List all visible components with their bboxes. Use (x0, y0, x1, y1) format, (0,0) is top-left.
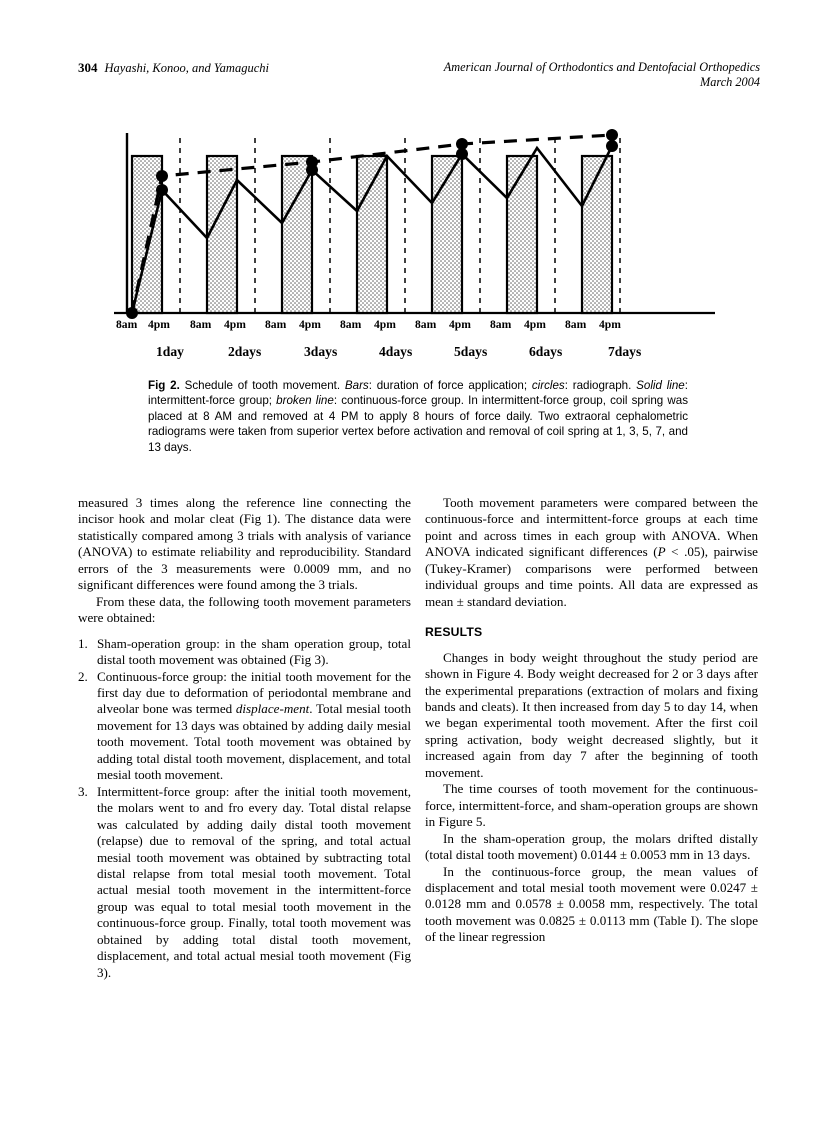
day-separator-lines (180, 138, 620, 313)
figure-2 (78, 118, 760, 368)
time-tick-label: 4pm (374, 318, 396, 331)
caption-em-circles: circles (531, 379, 565, 392)
time-tick-label: 8am (116, 318, 138, 331)
stats-p-symbol: P (657, 544, 666, 560)
paragraph-methods-2: From these data, the following tooth movement parameters were obtained: (78, 593, 411, 626)
figure-label: Fig 2. (148, 379, 180, 392)
list-item-number: 3. (78, 783, 88, 799)
list-item (78, 669, 411, 784)
time-tick-label: 8am (490, 318, 512, 331)
paragraph-results-continuous-group: In the continuous-force group, the mean values of displacement and total mesial tooth movement were 0.0247 ± 0.0128 mm and 0.0578 ± 0.0058 mm, respectively. The total tooth movement was 0.0825 ± 0.0113 mm (Table I). The slope of the linear regression (425, 863, 758, 945)
time-tick-label: 8am (565, 318, 587, 331)
time-tick-label: 4pm (449, 318, 471, 331)
paragraph-methods-1: measured 3 times along the reference line connecting the incisor hook and molar cleat (Fig 1). The distance data were statistically compared among 3 trials with analysis of variance (ANOVA) to estimate reliability and reproducibility. Standard errors of the 3 measurements were 0.0009 mm, and no significant differences were found among the 3 trials. (78, 495, 411, 593)
caption-seg-4: : intermittent-force group; (148, 379, 688, 408)
time-tick-label: 8am (190, 318, 212, 331)
caption-seg-2: : duration of force application; (368, 379, 532, 392)
time-tick-label: 4pm (299, 318, 321, 331)
caption-em-solid-line: Solid line (636, 379, 685, 392)
stats-seg-a: Tooth movement parameters were compared between the continuous-force and intermittent-force groups at each time point and across times in each group with ANOVA. When ANOVA indicated significant differences ( (425, 495, 758, 560)
time-tick-label: 8am (340, 318, 362, 331)
section-heading-results: RESULTS (425, 625, 483, 640)
time-tick-label: 8am (415, 318, 437, 331)
running-head-right (444, 60, 760, 90)
journal-title: American Journal of Orthodontics and Dentofacial Orthopedics (443, 60, 760, 74)
list-item-text: Intermittent-force group: after the initial tooth movement, the molars went to and fro every day. Total distal relapse was calculated by adding daily distal tooth movement (relapse) due to removal of the spring, and total actual mesial tooth movement was obtained by subtracting total distal relapse from total mesial tooth movement. Total actual mesial tooth movement in the intermittent-force group was equal to total mesial tooth movement in the continuous-force group. Finally, total tooth movement was obtained by adding total distal tooth movement, displacement, and total actual mesial tooth movement (Fig 3). (97, 783, 411, 980)
time-tick-label: 4pm (224, 318, 246, 331)
figure-caption (148, 378, 688, 455)
page-number: 304 (78, 60, 98, 75)
list-item-number: 2. (78, 668, 88, 684)
caption-seg-1: Schedule of tooth movement. (184, 379, 345, 392)
list-item (78, 636, 411, 669)
paragraph-results-time-courses: The time courses of tooth movement for the continuous-force, intermittent-force, and sham-operation groups are shown in Figure 5. (425, 781, 758, 830)
caption-seg-3: : radiograph. (564, 379, 637, 392)
time-tick-label: 8am (265, 318, 287, 331)
day-tick-label: 3days (304, 344, 338, 359)
caption-em-bars: Bars (344, 379, 369, 392)
day-tick-label: 5days (454, 344, 488, 359)
tooth-movement-parameters-list (78, 636, 411, 982)
running-head-left (78, 60, 269, 76)
list-item-text-b: . Total mesial tooth movement for 13 days was obtained by adding daily mesial tooth movement. Total tooth movement was obtained by adding total distal tooth movement, displacement, and total mesial tooth movement. (97, 701, 411, 783)
day-tick-label: 4days (379, 344, 413, 359)
list-item (78, 784, 411, 981)
caption-seg-5: : continuous-force group. In intermittent-force group, coil spring was placed at 8 AM and removed at 4 PM to apply 8 hours of force daily. Two extraoral cephalometric radiograms were taken from superior vertex before activation and removal of coil spring at 1, 3, 5, 7, and 13 days. (148, 394, 688, 454)
paragraph-results-body-weight: Changes in body weight throughout the study period are shown in Figure 4. Body weight decreased for 2 or 3 days after the experimental preparations (extraction of molars and fixing bands and cleats). It then increased from day 5 to day 14, when we began experimental tooth movement. After the first coil spring activation, body weight decreased slightly, but it increased again from day 7 after the beginning of tooth movement. (425, 649, 758, 780)
paragraph-results-sham-group: In the sham-operation group, the molars drifted distally (total distal tooth movement) 0.0144 ± 0.0053 mm in 13 days. (425, 830, 758, 863)
day-tick-label: 1day (156, 344, 184, 359)
day-tick-label: 2days (228, 344, 262, 359)
stats-seg-b: < .05), pairwise (Tukey-Kramer) comparisons were performed between individual groups and time points. All data are expressed as mean ± standard deviation. (425, 544, 758, 609)
list-item-number: 1. (78, 635, 88, 651)
day-tick-label: 7days (608, 344, 642, 359)
body-column-left (78, 495, 411, 981)
running-head (78, 60, 760, 94)
list-item-text: Sham-operation group: in the sham operation group, total distal tooth movement was obtained (Fig 3). (97, 635, 411, 668)
caption-em-broken-line: broken line (276, 394, 334, 408)
list-item-text-a: Continuous-force group: the initial tooth movement for the first day due to deformation of periodontal membrane and alveolar bone was termed (97, 668, 411, 717)
paragraph-statistics (425, 495, 758, 610)
time-tick-label: 4pm (148, 318, 170, 331)
time-tick-label: 4pm (599, 318, 621, 331)
day-tick-label: 6days (529, 344, 563, 359)
chart-axes (114, 133, 715, 313)
body-column-right (425, 495, 758, 946)
author-list: Hayashi, Konoo, and Yamaguchi (104, 61, 269, 75)
issue-date: March 2004 (700, 75, 760, 89)
time-tick-label: 4pm (524, 318, 546, 331)
list-item-emphasis: displace-ment (235, 701, 310, 717)
